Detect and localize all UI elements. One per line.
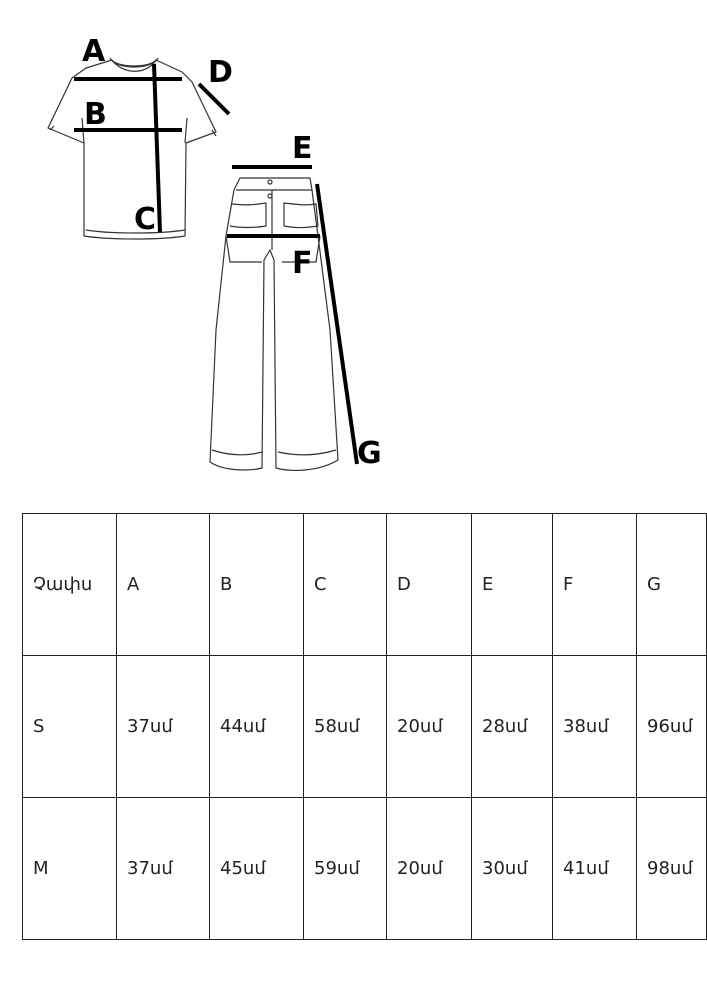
size-table <box>22 513 707 940</box>
pants-drawing <box>210 178 338 470</box>
header-a: A <box>117 514 210 656</box>
label-e: E <box>292 131 313 166</box>
label-b: B <box>84 97 107 132</box>
table-row <box>23 656 707 798</box>
measure-line-g <box>317 184 357 464</box>
header-e: E <box>472 514 553 656</box>
label-g: G <box>357 436 382 471</box>
table-cell: 41սմ <box>553 798 637 940</box>
label-d: D <box>208 55 233 90</box>
header-c: C <box>304 514 387 656</box>
label-f: F <box>292 246 313 281</box>
header-f: F <box>553 514 637 656</box>
table-cell: 45սմ <box>210 798 304 940</box>
table-cell: 20սմ <box>387 798 472 940</box>
table-cell: 20սմ <box>387 656 472 798</box>
header-size: Չափս <box>23 514 117 656</box>
table-cell: 37սմ <box>117 656 210 798</box>
table-cell: 98սմ <box>637 798 707 940</box>
measurement-lines <box>74 64 357 464</box>
label-c: C <box>134 202 157 237</box>
table-cell: 59սմ <box>304 798 387 940</box>
table-header-row <box>23 514 707 656</box>
header-b: B <box>210 514 304 656</box>
table-cell: M <box>23 798 117 940</box>
table-cell: 37սմ <box>117 798 210 940</box>
header-d: D <box>387 514 472 656</box>
table-cell: 58սմ <box>304 656 387 798</box>
label-a: A <box>82 34 106 69</box>
table-cell: S <box>23 656 117 798</box>
table-cell: 30սմ <box>472 798 553 940</box>
table-cell: 96սմ <box>637 656 707 798</box>
table-row <box>23 798 707 940</box>
table-cell: 44սմ <box>210 656 304 798</box>
table-cell: 28սմ <box>472 656 553 798</box>
table-cell: 38սմ <box>553 656 637 798</box>
header-g: G <box>637 514 707 656</box>
tshirt-drawing <box>48 58 216 239</box>
